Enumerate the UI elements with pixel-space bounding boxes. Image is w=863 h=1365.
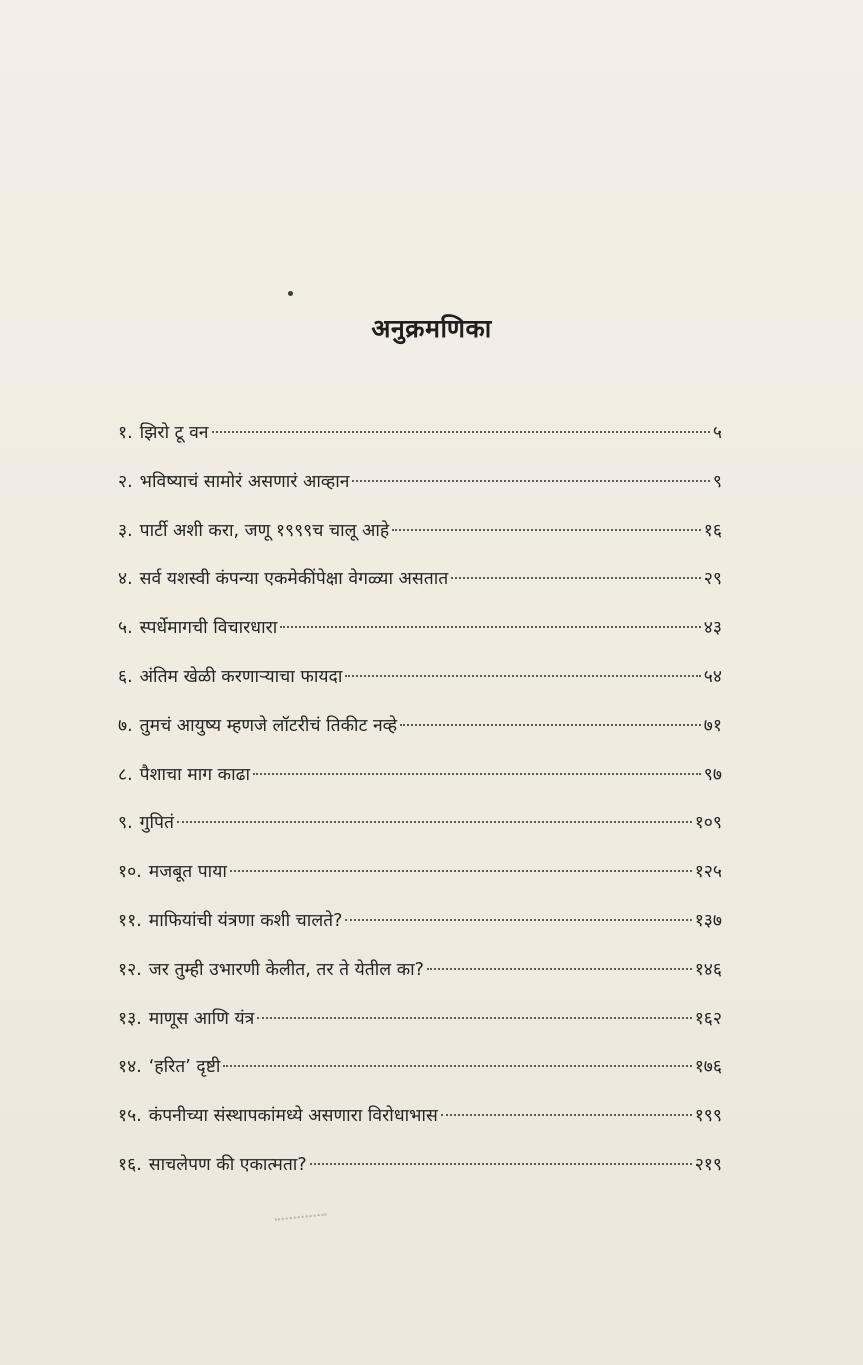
- page-number: १७६: [694, 1057, 722, 1078]
- chapter-title: स्पर्धेमागची विचारधारा: [139, 618, 278, 639]
- chapter-number: ७.: [118, 715, 133, 736]
- page-number: २९: [703, 569, 722, 590]
- chapter-number: ३.: [118, 520, 133, 541]
- toc-entry: [118, 469, 722, 518]
- chapter-title: झिरो टू वन: [139, 423, 209, 443]
- toc-entry: [118, 957, 722, 1006]
- page-number: ९७: [703, 764, 722, 785]
- chapter-number: १२.: [118, 959, 142, 980]
- toc-entry: [118, 1103, 722, 1152]
- page-number: १६२: [694, 1008, 722, 1029]
- toc-entry: [118, 908, 722, 957]
- dot-leader: [223, 1065, 691, 1067]
- chapter-number: ४.: [118, 569, 133, 590]
- chapter-title: कंपनीच्या संस्थापकांमध्ये असणारा विरोधाभास: [148, 1106, 438, 1127]
- toc-entry: [118, 1006, 722, 1055]
- chapter-number: १०.: [118, 862, 142, 883]
- toc-entry: [118, 615, 722, 664]
- dot-leader: [352, 480, 709, 482]
- page-number: १६: [703, 520, 722, 541]
- dot-leader: [177, 821, 692, 823]
- page-number: ४३: [703, 618, 722, 639]
- page-number: १९९: [694, 1106, 722, 1127]
- dot-leader: [451, 577, 701, 579]
- chapter-number: ६.: [118, 666, 133, 687]
- chapter-number: ९.: [118, 813, 133, 834]
- ink-dot: [288, 291, 293, 296]
- dot-leader: [427, 968, 692, 970]
- toc-entry: [118, 518, 722, 567]
- table-of-contents: [118, 420, 722, 1201]
- page-number: ५४: [703, 666, 722, 687]
- chapter-title: ‘हरित’ दृष्टी: [148, 1057, 221, 1078]
- dot-leader: [230, 870, 692, 872]
- toc-entry: [118, 1054, 722, 1103]
- page-number: १३७: [694, 910, 722, 931]
- chapter-title: सर्व यशस्वी कंपन्या एकमेकींपेक्षा वेगळ्या असतात: [139, 569, 449, 590]
- dot-leader: [257, 1017, 691, 1019]
- page-number: १०९: [694, 813, 722, 834]
- toc-entry: [118, 859, 722, 908]
- chapter-number: ५.: [118, 618, 133, 639]
- chapter-number: १४.: [118, 1057, 142, 1078]
- page-number: २१९: [694, 1154, 722, 1175]
- dot-leader: [212, 431, 710, 433]
- page-number: ७१: [703, 715, 722, 736]
- chapter-number: २.: [118, 471, 133, 492]
- chapter-number: १५.: [118, 1106, 142, 1127]
- dot-leader: [345, 675, 700, 677]
- dot-leader: [310, 1163, 692, 1165]
- chapter-title: पैशाचा माग काढा: [139, 764, 251, 785]
- toc-entry: [118, 762, 722, 811]
- page-title: अनुक्रमणिका: [371, 314, 492, 343]
- chapter-title: साचलेपण की एकात्मता?: [148, 1154, 307, 1175]
- dot-leader: [392, 529, 701, 531]
- toc-entry: [118, 713, 722, 762]
- toc-entry: [118, 420, 722, 469]
- dot-leader: [280, 626, 701, 628]
- chapter-title: अंतिम खेळी करणाऱ्याचा फायदा: [139, 666, 343, 687]
- dot-leader: [400, 724, 701, 726]
- dot-leader: [253, 773, 701, 775]
- chapter-number: ८.: [118, 764, 133, 785]
- chapter-number: १३.: [118, 1008, 142, 1029]
- chapter-number: १.: [118, 423, 133, 443]
- chapter-title: मजबूत पाया: [148, 862, 227, 883]
- dot-leader: [441, 1114, 692, 1116]
- chapter-number: १६.: [118, 1154, 142, 1175]
- toc-entry: [118, 664, 722, 713]
- toc-entry: [118, 1152, 722, 1201]
- pencil-smudge: [275, 1213, 328, 1226]
- dot-leader: [345, 919, 691, 921]
- chapter-number: ११.: [118, 910, 142, 931]
- page-number: ९: [712, 471, 722, 492]
- chapter-title: माणूस आणि यंत्र: [148, 1008, 255, 1029]
- chapter-title: तुमचं आयुष्य म्हणजे लॉटरीचं तिकीट नव्हे: [139, 715, 398, 736]
- chapter-title: गुपितं: [139, 813, 174, 834]
- page-number: १२५: [694, 862, 722, 883]
- page-number: ५: [712, 423, 722, 443]
- chapter-title: जर तुम्ही उभारणी केलीत, तर ते येतील का?: [148, 959, 424, 980]
- page-number: १४६: [694, 959, 722, 980]
- chapter-title: पार्टी अशी करा, जणू १९९९च चालू आहे: [139, 520, 390, 541]
- toc-entry: [118, 810, 722, 859]
- chapter-title: माफियांची यंत्रणा कशी चालते?: [148, 910, 343, 931]
- chapter-title: भविष्याचं सामोरं असणारं आव्हान: [139, 471, 350, 492]
- toc-entry: [118, 566, 722, 615]
